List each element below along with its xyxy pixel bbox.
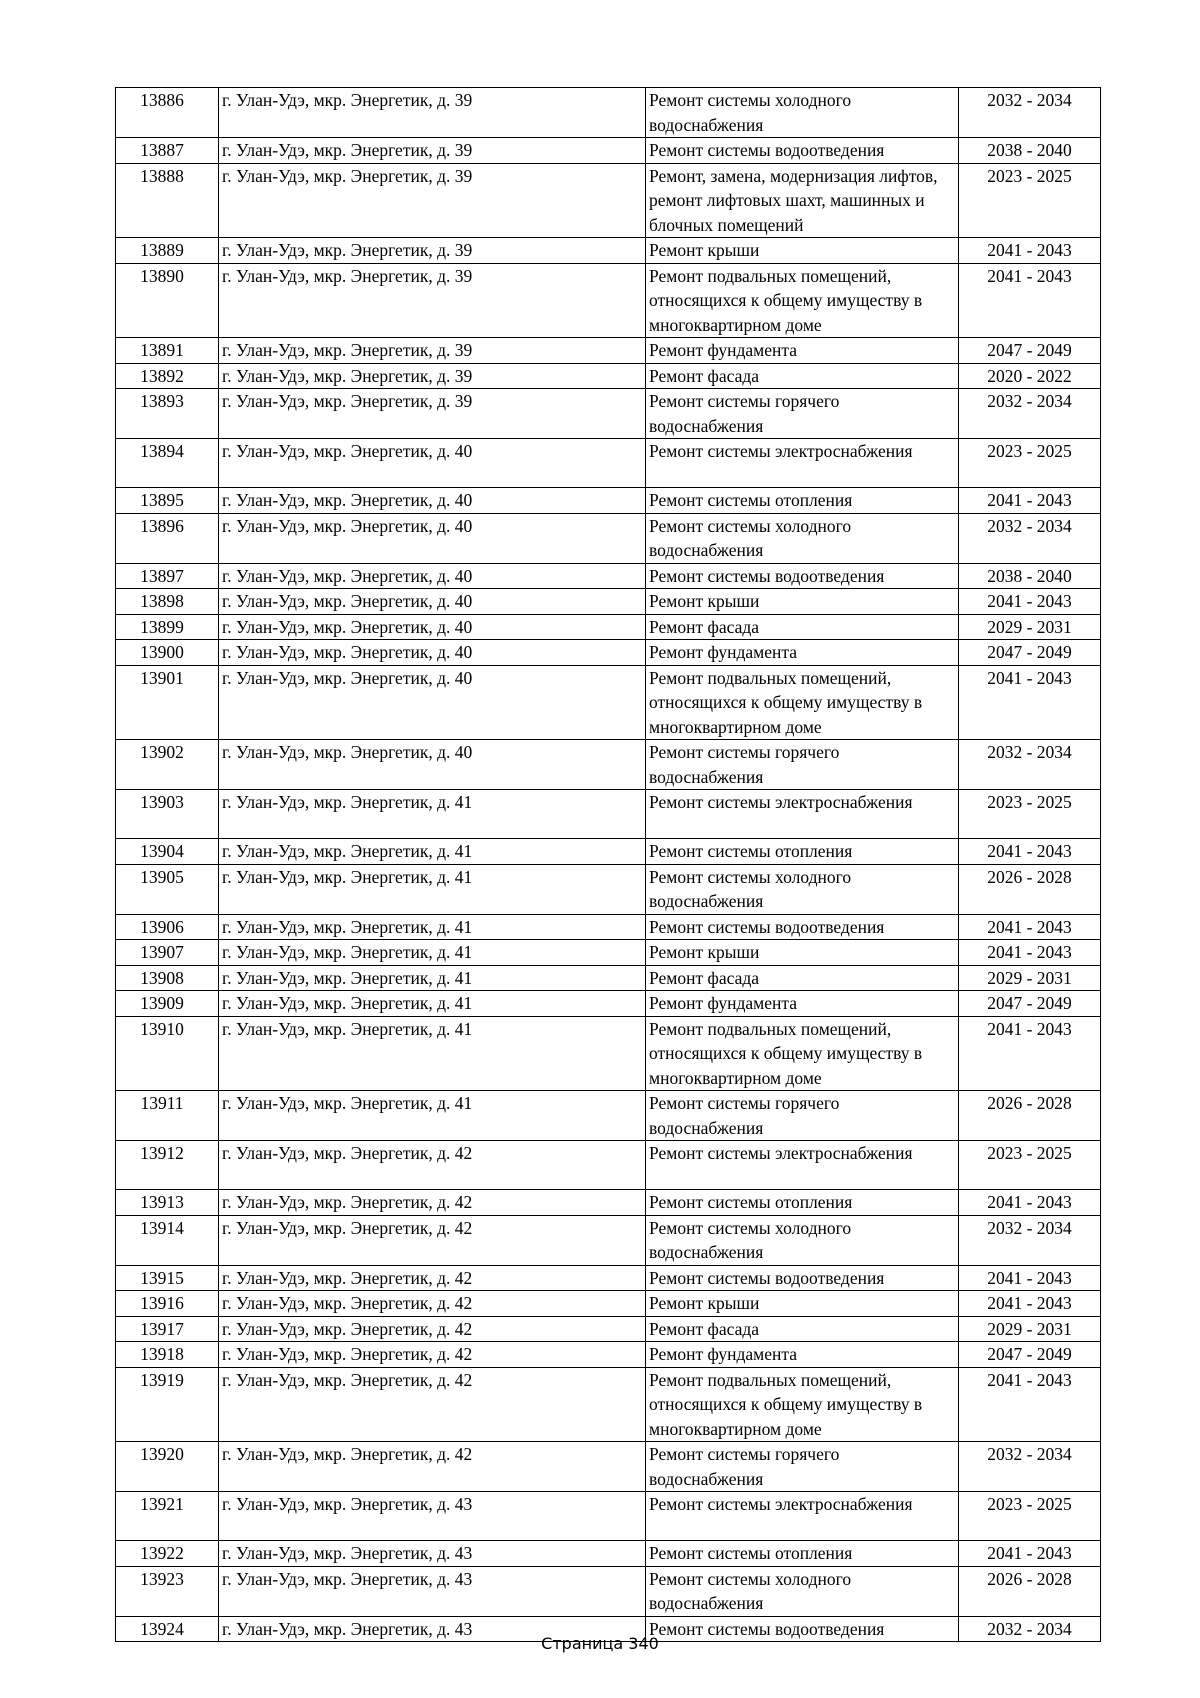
- table-row: [116, 138, 1101, 164]
- row-period: 2047 - 2049: [959, 1342, 1101, 1368]
- row-period: 2047 - 2049: [959, 991, 1101, 1017]
- row-number: 13895: [116, 488, 219, 514]
- row-period: 2032 - 2034: [959, 1616, 1101, 1642]
- row-address: г. Улан-Удэ, мкр. Энергетик, д. 40: [219, 665, 646, 740]
- row-address: г. Улан-Удэ, мкр. Энергетик, д. 42: [219, 1291, 646, 1317]
- row-work-type: Ремонт системы горячего водоснабжения: [646, 1091, 959, 1141]
- row-address: г. Улан-Удэ, мкр. Энергетик, д. 40: [219, 640, 646, 666]
- page-number: Страница 340: [541, 1634, 659, 1653]
- row-work-type: Ремонт системы холодного водоснабжения: [646, 864, 959, 914]
- row-address: г. Улан-Удэ, мкр. Энергетик, д. 41: [219, 1016, 646, 1091]
- row-work-type: Ремонт системы водоотведения: [646, 563, 959, 589]
- row-number: 13918: [116, 1342, 219, 1368]
- row-work-type: Ремонт системы горячего водоснабжения: [646, 1442, 959, 1492]
- table-row: [116, 991, 1101, 1017]
- row-work-type: Ремонт крыши: [646, 940, 959, 966]
- row-address: г. Улан-Удэ, мкр. Энергетик, д. 40: [219, 614, 646, 640]
- row-address: г. Улан-Удэ, мкр. Энергетик, д. 41: [219, 790, 646, 839]
- row-address: г. Улан-Удэ, мкр. Энергетик, д. 43: [219, 1566, 646, 1616]
- row-period: 2032 - 2034: [959, 389, 1101, 439]
- table-row: [116, 1566, 1101, 1616]
- row-number: 13887: [116, 138, 219, 164]
- row-number: 13901: [116, 665, 219, 740]
- row-number: 13892: [116, 363, 219, 389]
- table-row: [116, 1265, 1101, 1291]
- row-address: г. Улан-Удэ, мкр. Энергетик, д. 41: [219, 1091, 646, 1141]
- table-row: [116, 665, 1101, 740]
- row-work-type: Ремонт системы холодного водоснабжения: [646, 1566, 959, 1616]
- row-period: 2026 - 2028: [959, 864, 1101, 914]
- row-number: 13917: [116, 1316, 219, 1342]
- row-work-type: Ремонт системы холодного водоснабжения: [646, 88, 959, 138]
- row-work-type: Ремонт фундамента: [646, 991, 959, 1017]
- row-work-type: Ремонт системы отопления: [646, 1190, 959, 1216]
- row-work-type: Ремонт системы водоотведения: [646, 914, 959, 940]
- table-row: [116, 790, 1101, 839]
- row-period: 2026 - 2028: [959, 1566, 1101, 1616]
- row-period: 2041 - 2043: [959, 263, 1101, 338]
- table-row: [116, 513, 1101, 563]
- table-row: [116, 1291, 1101, 1317]
- row-number: 13920: [116, 1442, 219, 1492]
- row-period: 2032 - 2034: [959, 1215, 1101, 1265]
- row-period: 2041 - 2043: [959, 1016, 1101, 1091]
- row-work-type: Ремонт, замена, модернизация лифтов, ремонт лифтовых шахт, машинных и блочных помещений: [646, 163, 959, 238]
- row-work-type: Ремонт системы горячего водоснабжения: [646, 740, 959, 790]
- row-number: 13919: [116, 1367, 219, 1442]
- row-period: 2032 - 2034: [959, 740, 1101, 790]
- row-work-type: Ремонт фундамента: [646, 338, 959, 364]
- row-address: г. Улан-Удэ, мкр. Энергетик, д. 40: [219, 488, 646, 514]
- row-address: г. Улан-Удэ, мкр. Энергетик, д. 42: [219, 1141, 646, 1190]
- row-work-type: Ремонт системы холодного водоснабжения: [646, 513, 959, 563]
- row-number: 13896: [116, 513, 219, 563]
- row-address: г. Улан-Удэ, мкр. Энергетик, д. 39: [219, 238, 646, 264]
- table-row: [116, 1316, 1101, 1342]
- row-number: 13904: [116, 839, 219, 865]
- row-address: г. Улан-Удэ, мкр. Энергетик, д. 39: [219, 163, 646, 238]
- row-number: 13921: [116, 1492, 219, 1541]
- table-row: [116, 488, 1101, 514]
- row-number: 13909: [116, 991, 219, 1017]
- row-period: 2041 - 2043: [959, 914, 1101, 940]
- row-address: г. Улан-Удэ, мкр. Энергетик, д. 40: [219, 589, 646, 615]
- row-number: 13893: [116, 389, 219, 439]
- table-row: [116, 1215, 1101, 1265]
- row-work-type: Ремонт системы электроснабжения: [646, 439, 959, 488]
- row-period: 2032 - 2034: [959, 1442, 1101, 1492]
- table-row: [116, 563, 1101, 589]
- row-period: 2029 - 2031: [959, 614, 1101, 640]
- row-address: г. Улан-Удэ, мкр. Энергетик, д. 39: [219, 389, 646, 439]
- row-work-type: Ремонт системы водоотведения: [646, 138, 959, 164]
- row-period: 2023 - 2025: [959, 439, 1101, 488]
- row-period: 2020 - 2022: [959, 363, 1101, 389]
- row-work-type: Ремонт системы отопления: [646, 839, 959, 865]
- row-address: г. Улан-Удэ, мкр. Энергетик, д. 42: [219, 1265, 646, 1291]
- row-period: 2047 - 2049: [959, 338, 1101, 364]
- row-number: 13924: [116, 1616, 219, 1642]
- row-period: 2029 - 2031: [959, 965, 1101, 991]
- row-number: 13907: [116, 940, 219, 966]
- row-address: г. Улан-Удэ, мкр. Энергетик, д. 42: [219, 1442, 646, 1492]
- row-number: 13914: [116, 1215, 219, 1265]
- table-row: [116, 1342, 1101, 1368]
- row-work-type: Ремонт системы электроснабжения: [646, 790, 959, 839]
- row-number: 13886: [116, 88, 219, 138]
- row-work-type: Ремонт фасада: [646, 1316, 959, 1342]
- row-address: г. Улан-Удэ, мкр. Энергетик, д. 42: [219, 1215, 646, 1265]
- row-address: г. Улан-Удэ, мкр. Энергетик, д. 39: [219, 88, 646, 138]
- table-row: [116, 338, 1101, 364]
- table-row: [116, 263, 1101, 338]
- row-address: г. Улан-Удэ, мкр. Энергетик, д. 42: [219, 1367, 646, 1442]
- row-address: г. Улан-Удэ, мкр. Энергетик, д. 42: [219, 1190, 646, 1216]
- row-work-type: Ремонт системы отопления: [646, 1541, 959, 1567]
- row-period: 2023 - 2025: [959, 1141, 1101, 1190]
- table-row: [116, 864, 1101, 914]
- row-period: 2023 - 2025: [959, 1492, 1101, 1541]
- row-period: 2041 - 2043: [959, 839, 1101, 865]
- table-row: [116, 640, 1101, 666]
- table-row: [116, 965, 1101, 991]
- row-address: г. Улан-Удэ, мкр. Энергетик, д. 43: [219, 1492, 646, 1541]
- row-number: 13911: [116, 1091, 219, 1141]
- row-number: 13891: [116, 338, 219, 364]
- row-period: 2029 - 2031: [959, 1316, 1101, 1342]
- table-row: [116, 88, 1101, 138]
- row-work-type: Ремонт крыши: [646, 589, 959, 615]
- row-address: г. Улан-Удэ, мкр. Энергетик, д. 39: [219, 263, 646, 338]
- row-period: 2047 - 2049: [959, 640, 1101, 666]
- row-address: г. Улан-Удэ, мкр. Энергетик, д. 41: [219, 914, 646, 940]
- row-address: г. Улан-Удэ, мкр. Энергетик, д. 42: [219, 1342, 646, 1368]
- row-number: 13922: [116, 1541, 219, 1567]
- row-address: г. Улан-Удэ, мкр. Энергетик, д. 43: [219, 1616, 646, 1642]
- row-work-type: Ремонт системы электроснабжения: [646, 1492, 959, 1541]
- table-row: [116, 940, 1101, 966]
- row-work-type: Ремонт системы горячего водоснабжения: [646, 389, 959, 439]
- row-period: 2038 - 2040: [959, 138, 1101, 164]
- row-work-type: Ремонт фундамента: [646, 640, 959, 666]
- row-number: 13906: [116, 914, 219, 940]
- row-number: 13923: [116, 1566, 219, 1616]
- row-work-type: Ремонт системы электроснабжения: [646, 1141, 959, 1190]
- table-row: [116, 363, 1101, 389]
- table-row: [116, 740, 1101, 790]
- row-work-type: Ремонт системы холодного водоснабжения: [646, 1215, 959, 1265]
- table-row: [116, 439, 1101, 488]
- row-period: 2041 - 2043: [959, 1367, 1101, 1442]
- row-address: г. Улан-Удэ, мкр. Энергетик, д. 40: [219, 439, 646, 488]
- row-work-type: Ремонт фасада: [646, 363, 959, 389]
- row-address: г. Улан-Удэ, мкр. Энергетик, д. 41: [219, 839, 646, 865]
- row-number: 13897: [116, 563, 219, 589]
- row-work-type: Ремонт подвальных помещений, относящихся к общему имуществу в многоквартирном доме: [646, 1367, 959, 1442]
- row-period: 2023 - 2025: [959, 163, 1101, 238]
- row-address: г. Улан-Удэ, мкр. Энергетик, д. 42: [219, 1316, 646, 1342]
- row-period: 2041 - 2043: [959, 1541, 1101, 1567]
- table-row: [116, 1367, 1101, 1442]
- row-number: 13890: [116, 263, 219, 338]
- table-row: [116, 1492, 1101, 1541]
- row-period: 2041 - 2043: [959, 1190, 1101, 1216]
- row-period: 2023 - 2025: [959, 790, 1101, 839]
- table-row: [116, 1190, 1101, 1216]
- row-address: г. Улан-Удэ, мкр. Энергетик, д. 40: [219, 740, 646, 790]
- row-address: г. Улан-Удэ, мкр. Энергетик, д. 41: [219, 965, 646, 991]
- table-row: [116, 238, 1101, 264]
- row-period: 2038 - 2040: [959, 563, 1101, 589]
- table-row: [116, 389, 1101, 439]
- row-period: 2041 - 2043: [959, 665, 1101, 740]
- row-number: 13899: [116, 614, 219, 640]
- table-row: [116, 839, 1101, 865]
- row-work-type: Ремонт системы отопления: [646, 488, 959, 514]
- row-address: г. Улан-Удэ, мкр. Энергетик, д. 39: [219, 338, 646, 364]
- row-number: 13900: [116, 640, 219, 666]
- row-number: 13913: [116, 1190, 219, 1216]
- table-row: [116, 1016, 1101, 1091]
- row-address: г. Улан-Удэ, мкр. Энергетик, д. 39: [219, 138, 646, 164]
- row-work-type: Ремонт системы водоотведения: [646, 1265, 959, 1291]
- row-period: 2041 - 2043: [959, 488, 1101, 514]
- row-address: г. Улан-Удэ, мкр. Энергетик, д. 43: [219, 1541, 646, 1567]
- table-row: [116, 589, 1101, 615]
- row-work-type: Ремонт крыши: [646, 238, 959, 264]
- row-number: 13902: [116, 740, 219, 790]
- table-row: [116, 163, 1101, 238]
- works-table: [115, 87, 1101, 1642]
- table-row: [116, 1541, 1101, 1567]
- row-address: г. Улан-Удэ, мкр. Энергетик, д. 39: [219, 363, 646, 389]
- table-row: [116, 1141, 1101, 1190]
- row-address: г. Улан-Удэ, мкр. Энергетик, д. 41: [219, 864, 646, 914]
- row-number: 13908: [116, 965, 219, 991]
- row-work-type: Ремонт фундамента: [646, 1342, 959, 1368]
- row-number: 13912: [116, 1141, 219, 1190]
- table-row: [116, 1091, 1101, 1141]
- row-number: 13915: [116, 1265, 219, 1291]
- row-number: 13903: [116, 790, 219, 839]
- row-number: 13910: [116, 1016, 219, 1091]
- row-period: 2041 - 2043: [959, 1291, 1101, 1317]
- row-work-type: Ремонт подвальных помещений, относящихся к общему имуществу в многоквартирном доме: [646, 665, 959, 740]
- row-number: 13894: [116, 439, 219, 488]
- row-work-type: Ремонт крыши: [646, 1291, 959, 1317]
- row-address: г. Улан-Удэ, мкр. Энергетик, д. 40: [219, 563, 646, 589]
- row-address: г. Улан-Удэ, мкр. Энергетик, д. 41: [219, 940, 646, 966]
- row-period: 2041 - 2043: [959, 1265, 1101, 1291]
- row-period: 2041 - 2043: [959, 238, 1101, 264]
- row-work-type: Ремонт подвальных помещений, относящихся к общему имуществу в многоквартирном доме: [646, 263, 959, 338]
- row-work-type: Ремонт фасада: [646, 614, 959, 640]
- row-number: 13888: [116, 163, 219, 238]
- row-work-type: Ремонт системы водоотведения: [646, 1616, 959, 1642]
- row-period: 2032 - 2034: [959, 88, 1101, 138]
- row-address: г. Улан-Удэ, мкр. Энергетик, д. 40: [219, 513, 646, 563]
- row-work-type: Ремонт подвальных помещений, относящихся к общему имуществу в многоквартирном доме: [646, 1016, 959, 1091]
- table-row: [116, 1442, 1101, 1492]
- row-number: 13889: [116, 238, 219, 264]
- table-row: [116, 614, 1101, 640]
- row-period: 2026 - 2028: [959, 1091, 1101, 1141]
- row-number: 13905: [116, 864, 219, 914]
- row-period: 2041 - 2043: [959, 589, 1101, 615]
- row-address: г. Улан-Удэ, мкр. Энергетик, д. 41: [219, 991, 646, 1017]
- works-table-body: [116, 88, 1101, 1642]
- row-period: 2032 - 2034: [959, 513, 1101, 563]
- row-number: 13898: [116, 589, 219, 615]
- table-row: [116, 914, 1101, 940]
- row-work-type: Ремонт фасада: [646, 965, 959, 991]
- row-number: 13916: [116, 1291, 219, 1317]
- row-period: 2041 - 2043: [959, 940, 1101, 966]
